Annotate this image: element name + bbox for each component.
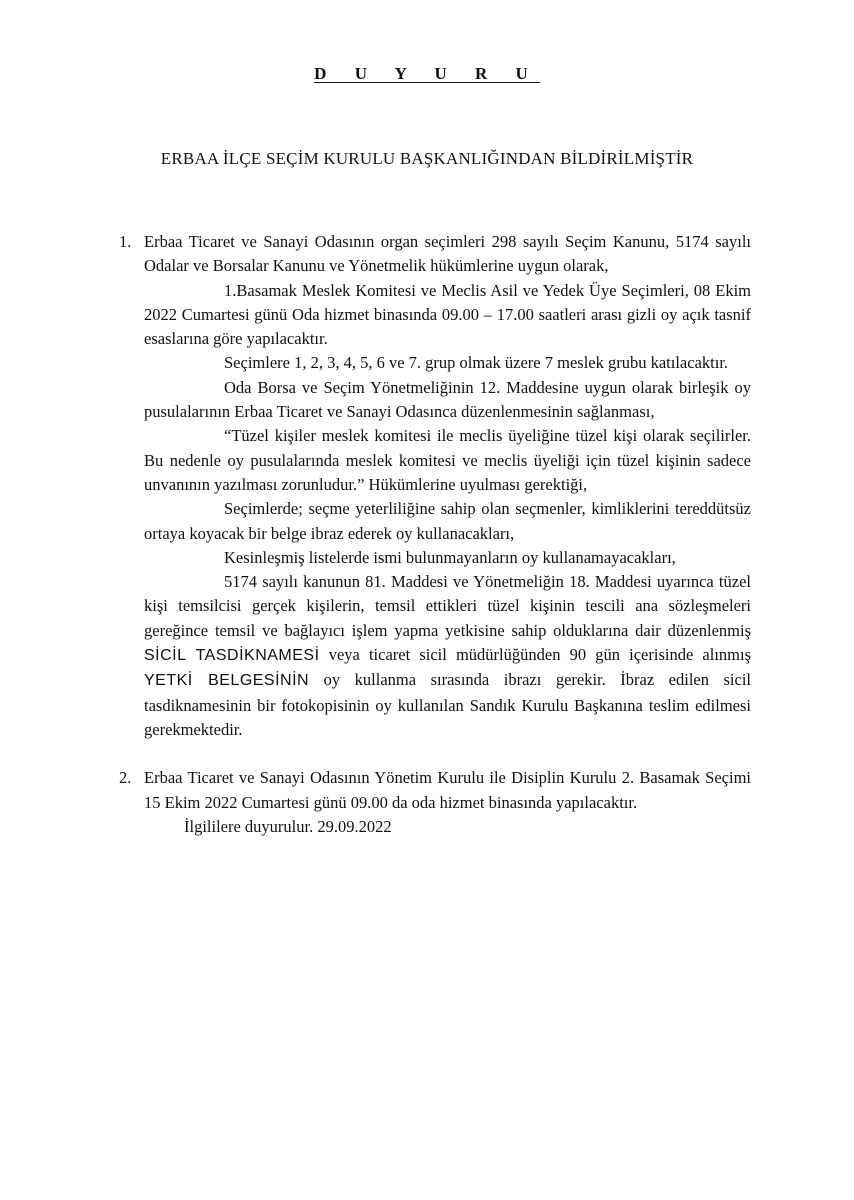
p7-text-a: 5174 sayılı kanunun 81. Maddesi ve Yönetmeliğin 18. Maddesi uyarınca tüzel kişi temsilcisi gerçek kişilerin, temsil ettikleri tüzel kişinin tescili ana sözleşmeleri gereğince temsil ve bağlayıcı işlem yapma yetkisine sahip olduklarına dair düzenlenmiş [144,572,751,640]
page-subtitle: ERBAA İLÇE SEÇİM KURULU BAŞKANLIĞINDAN BİLDİRİLMİŞTİR [160,149,694,168]
item1-paragraph-7 [144,570,751,742]
page-title: D U Y U R U [314,64,540,83]
item1-intro: Erbaa Ticaret ve Sanayi Odasının organ seçimleri 298 sayılı Seçim Kanunu, 5174 sayılı Odalar ve Borsalar Kanunu ve Yönetmelik hükümlerine uygun olarak, [144,232,751,276]
item1-paragraph-3: Oda Borsa ve Seçim Yönetmeliğinin 12. Maddesine uygun olarak birleşik oy pusulalarının Erbaa Ticaret ve Sanayi Odasınca düzenlenmesinin sağlanması, [144,377,751,422]
item-number: 2. [119,768,132,788]
yetki-belgesinin-text: YETKİ BELGESİNİN [144,672,310,690]
item1-paragraph-2: Seçimlere 1, 2, 3, 4, 5, 6 ve 7. grup olmak üzere 7 meslek grubu katılacaktır. [224,353,729,373]
list-item-1 [119,230,751,742]
item1-paragraph-1: 1.Basamak Meslek Komitesi ve Meclis Asil ve Yedek Üye Seçimleri, 08 Ekim 2022 Cumartesi günü Oda hizmet binasında 09.00 – 17.00 saatleri arası gizli oy açık tasnif esaslarına göre yapılacaktır. [144,280,751,349]
closing-line: İlgililere duyurulur. 29.09.2022 [184,816,392,836]
item1-paragraph-6: Kesinleşmiş listelerde ismi bulunmayanların oy kullanamayacakları, [224,547,676,567]
p7-text-c: veya ticaret sicil müdürlüğünden 90 gün içerisinde alınmış [328,645,751,665]
item1-paragraph-5: Seçimlerde; seçme yeterliliğine sahip olan seçmenler, kimliklerini tereddütsüz ortaya koyacak bir belge ibraz ederek oy kullanacakları, [144,499,751,543]
item-number: 1. [119,232,132,251]
sicil-tasdiknamesi-text: SİCİL TASDİKNAMESİ [144,647,320,665]
list-item-2 [119,766,751,839]
p7-text-e: oy kullanma sırasında ibrazı gerekir. İbraz edilen sicil tasdiknamesinin bir fotokopisinin oy kullanılan Sandık Kurulu Başkanına teslim edilmesi gerekmektedir. [144,670,752,739]
announcement-body [119,230,751,863]
item2-text: Erbaa Ticaret ve Sanayi Odasının Yönetim Kurulu ile Disiplin Kurulu 2. Basamak Seçimi 15 Ekim 2022 Cumartesi günü 09.00 da oda hizmet binasında yapılacaktır. [144,768,751,812]
item1-paragraph-4: “Tüzel kişiler meslek komitesi ile meclis üyeliğine tüzel kişi olarak seçilirler. Bu nedenle oy pusulalarında meslek komitesi ve meclis üyeliği için tüzel kişinin sadece unvanının yazılması zorunludur.” Hükümlerine uyulması gerektiği, [144,426,751,494]
